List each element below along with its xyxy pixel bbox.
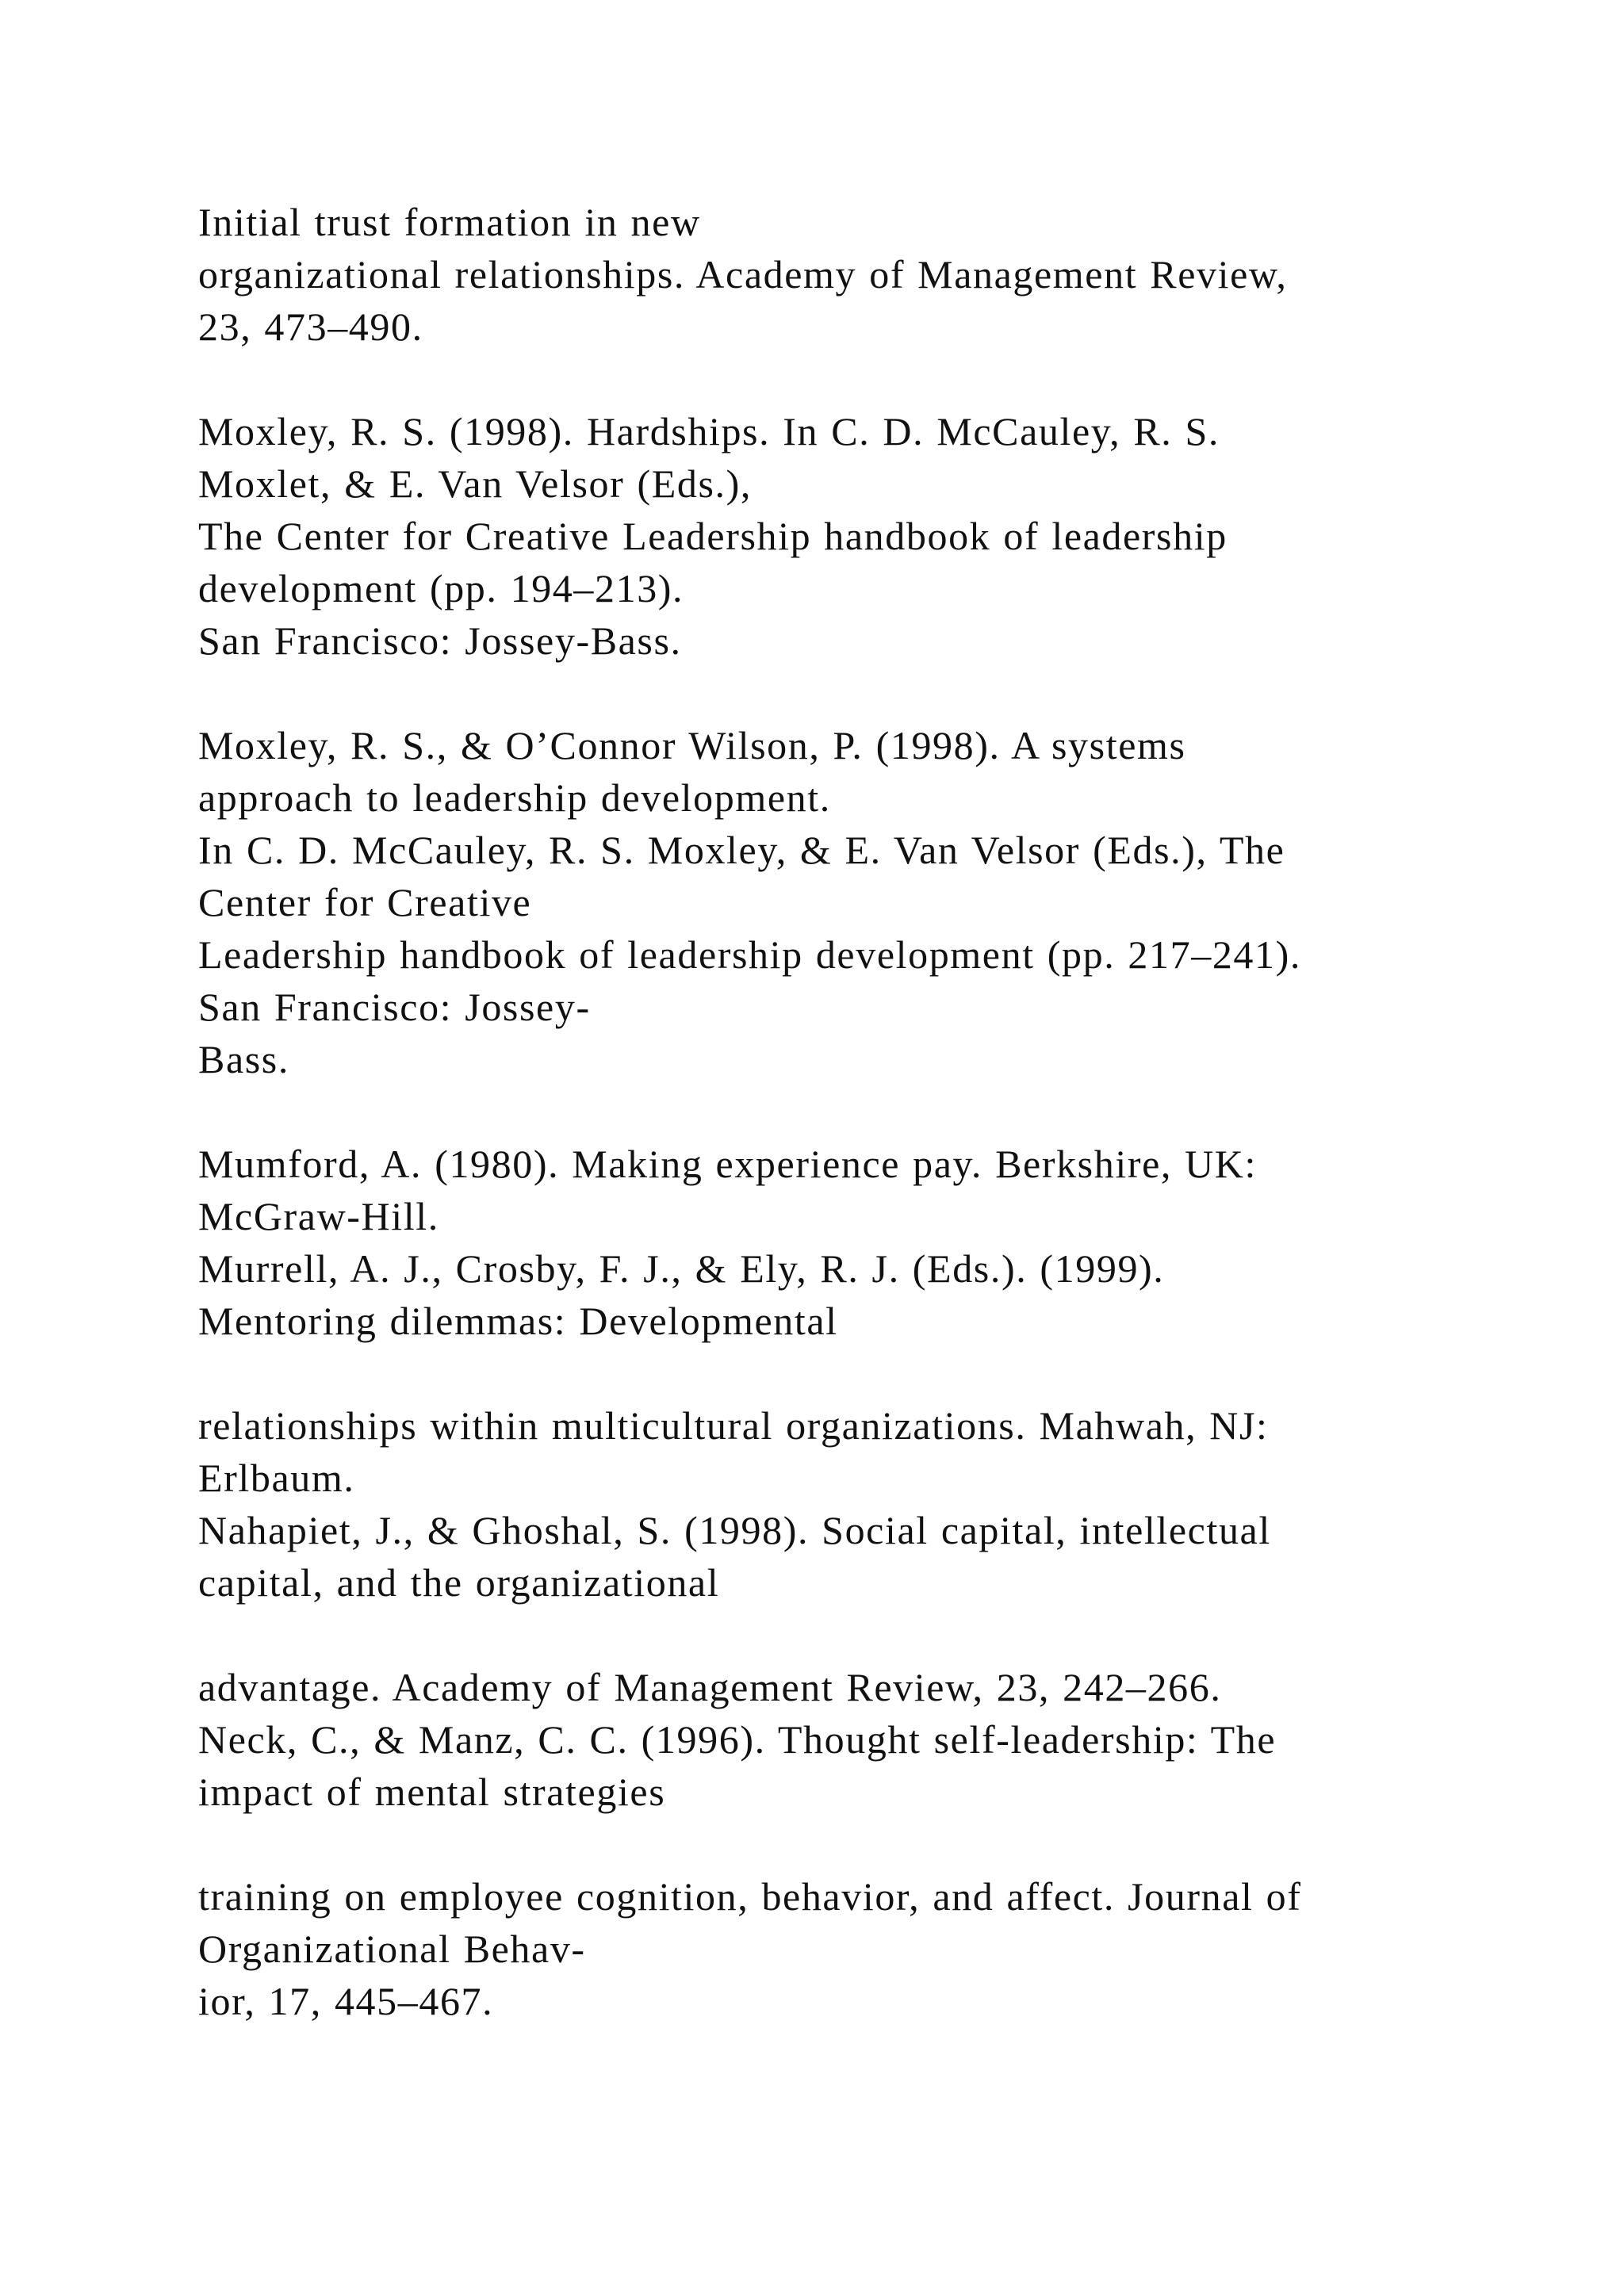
text-line: Nahapiet, J., & Ghoshal, S. (1998). Social capital, intellectual bbox=[198, 1508, 1271, 1552]
text-line: impact of mental strategies bbox=[198, 1770, 666, 1814]
text-line: 23, 473–490. bbox=[198, 304, 423, 349]
text-line: relationships within multicultural organizations. Mahwah, NJ: bbox=[198, 1403, 1269, 1448]
text-line: Initial trust formation in new bbox=[198, 200, 701, 244]
text-line: Bass. bbox=[198, 1037, 289, 1081]
paragraph-gap bbox=[198, 1347, 1546, 1399]
text-line: In C. D. McCauley, R. S. Moxley, & E. Van Velsor (Eds.), The bbox=[198, 828, 1285, 872]
text-line: Leadership handbook of leadership development (pp. 217–241). bbox=[198, 932, 1301, 977]
text-line: Moxley, R. S., & O’Connor Wilson, P. (1998). A systems bbox=[198, 723, 1186, 767]
text-line: Mentoring dilemmas: Developmental bbox=[198, 1299, 838, 1343]
text-line: McGraw-Hill. bbox=[198, 1194, 439, 1238]
text-line: Organizational Behav- bbox=[198, 1927, 586, 1971]
paragraph-gap bbox=[198, 1818, 1546, 1870]
text-line: training on employee cognition, behavior, and affect. Journal of bbox=[198, 1874, 1302, 1919]
reference-list bbox=[198, 196, 1546, 2027]
text-line: development (pp. 194–213). bbox=[198, 566, 684, 610]
text-line: Erlbaum. bbox=[198, 1456, 355, 1500]
text-line: The Center for Creative Leadership handbook of leadership bbox=[198, 514, 1228, 558]
paragraph-gap bbox=[198, 1085, 1546, 1138]
text-line: ior, 17, 445–467. bbox=[198, 1979, 494, 2023]
text-line: capital, and the organizational bbox=[198, 1560, 720, 1605]
text-line: organizational relationships. Academy of Management Review, bbox=[198, 252, 1288, 297]
text-line: Murrell, A. J., Crosby, F. J., & Ely, R. J. (Eds.). (1999). bbox=[198, 1246, 1165, 1291]
text-line: Neck, C., & Manz, C. C. (1996). Thought self-leadership: The bbox=[198, 1717, 1277, 1762]
paragraph-gap bbox=[198, 1609, 1546, 1661]
text-line: Moxlet, & E. Van Velsor (Eds.), bbox=[198, 461, 752, 506]
text-line: San Francisco: Jossey- bbox=[198, 985, 591, 1029]
text-line: San Francisco: Jossey-Bass. bbox=[198, 618, 682, 663]
text-line: advantage. Academy of Management Review, 23, 242–266. bbox=[198, 1665, 1222, 1709]
text-line: Center for Creative bbox=[198, 880, 532, 924]
text-line: Mumford, A. (1980). Making experience pay. Berkshire, UK: bbox=[198, 1142, 1257, 1186]
text-line: Moxley, R. S. (1998). Hardships. In C. D. McCauley, R. S. bbox=[198, 409, 1220, 453]
paragraph-gap bbox=[198, 353, 1546, 405]
text-line: approach to leadership development. bbox=[198, 775, 831, 820]
paragraph-gap bbox=[198, 667, 1546, 719]
